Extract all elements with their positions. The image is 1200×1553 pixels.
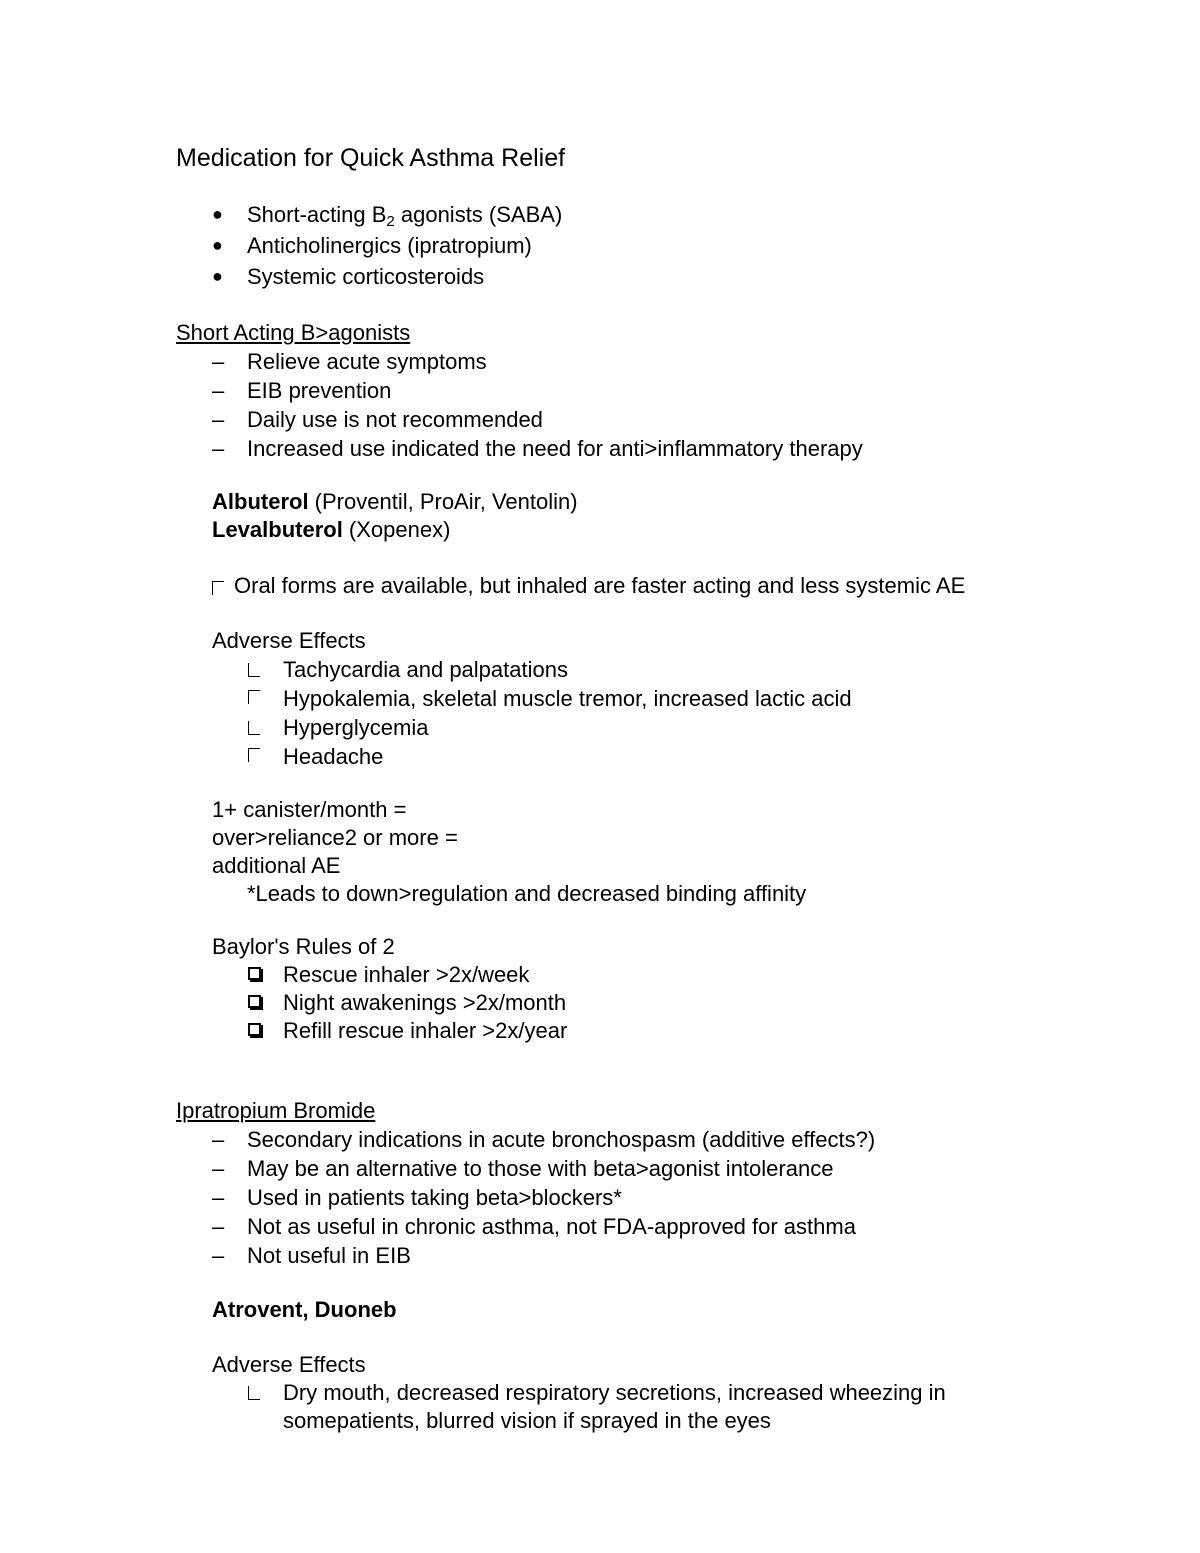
drug-line: Levalbuterol (Xopenex) xyxy=(212,517,451,542)
dash-icon: – xyxy=(212,378,225,403)
corner-bullet-icon xyxy=(248,690,260,704)
list-item: – Used in patients taking beta>blockers* xyxy=(212,1185,622,1210)
box-bullet-icon xyxy=(248,967,261,980)
overview-list xyxy=(0,200,1200,293)
dash-icon: – xyxy=(212,349,225,374)
list-item: – Not useful in EIB xyxy=(212,1243,411,1268)
subheading: Adverse Effects xyxy=(212,628,366,653)
dash-icon: – xyxy=(212,1243,225,1268)
dash-icon: – xyxy=(212,407,225,432)
ipratropium-brands xyxy=(0,1295,1200,1324)
ipratropium-section xyxy=(0,1096,1200,1270)
saba-section xyxy=(0,318,1200,463)
list-item: ● Short-acting $B_2$ agonists (SABA) xyxy=(212,202,563,230)
dash-icon: – xyxy=(212,1214,225,1239)
list-item: – Not as useful in chronic asthma, not FDA-approved for asthma xyxy=(212,1214,856,1239)
drug-line: Albuterol (Proventil, ProAir, Ventolin) xyxy=(212,489,578,514)
list-item: – Daily use is not recommended xyxy=(212,407,543,432)
corner-bullet-icon xyxy=(212,581,224,595)
drug-name: Levalbuterol xyxy=(212,517,343,542)
subheading: Adverse Effects xyxy=(212,1352,366,1377)
box-bullet-icon xyxy=(248,995,261,1008)
drug-name: Albuterol xyxy=(212,489,309,514)
saba-adverse-effects xyxy=(0,626,1200,771)
list-item: Rescue inhaler >2x/week xyxy=(0,960,1200,988)
list-item: – EIB prevention xyxy=(212,378,392,403)
section-heading: Ipratropium Bromide xyxy=(176,1098,376,1123)
list-item: – May be an alternative to those with beta>agonist intolerance xyxy=(212,1156,834,1181)
dash-icon: – xyxy=(212,1156,225,1181)
list-item: ● Anticholinergics (ipratropium) xyxy=(212,233,532,258)
list-item: Headache xyxy=(0,742,1200,771)
saba-drugs xyxy=(0,487,1200,543)
saba-note: Oral forms are available, but inhaled are faster acting and less systemic AE xyxy=(0,571,1200,600)
corner-bullet-icon xyxy=(248,721,260,735)
list-item: Night awakenings >2x/month xyxy=(0,988,1200,1016)
usage-block: 1+ canister/month = over>reliance2 or more = additional AE *Leads to down>regulation and decreased binding affinity xyxy=(212,797,807,906)
list-item: Refill rescue inhaler >2x/year xyxy=(0,1016,1200,1044)
list-item: Dry mouth, decreased respiratory secretions, increased wheezing in xyxy=(0,1378,1200,1406)
subheading: Baylor's Rules of 2 xyxy=(212,934,395,959)
list-item: – Increased use indicated the need for anti>inflammatory therapy xyxy=(212,436,863,461)
list-item: Tachycardia and palpatations xyxy=(0,655,1200,684)
corner-bullet-icon xyxy=(248,1386,260,1400)
page-title: Medication for Quick Asthma Relief xyxy=(176,144,566,172)
ipratropium-adverse-effects: Adverse Effects Dry mouth, decreased respiratory secretions, increased wheezing in somepatients, blurred vision if sprayed in the eyes xyxy=(0,1350,1200,1434)
corner-bullet-icon xyxy=(248,663,260,677)
bullet-icon: ● xyxy=(212,204,223,224)
box-bullet-icon xyxy=(248,1023,261,1036)
list-item: – Secondary indications in acute bronchospasm (additive effects?) xyxy=(212,1127,876,1152)
list-item: Hypokalemia, skeletal muscle tremor, increased lactic acid xyxy=(0,684,1200,713)
list-item: ● Systemic corticosteroids xyxy=(212,264,485,289)
section-heading: Short Acting B>agonists xyxy=(176,320,411,345)
bullet-icon: ● xyxy=(212,266,223,286)
dash-icon: – xyxy=(212,1185,225,1210)
list-item: Hyperglycemia xyxy=(0,713,1200,742)
dash-icon: – xyxy=(212,1127,225,1152)
rules-block xyxy=(0,932,1200,1044)
dash-icon: – xyxy=(212,436,225,461)
bullet-icon: ● xyxy=(212,235,223,255)
drug-name: Atrovent, Duoneb xyxy=(212,1297,397,1322)
corner-bullet-icon xyxy=(248,748,260,762)
list-item: – Relieve acute symptoms xyxy=(212,349,487,374)
